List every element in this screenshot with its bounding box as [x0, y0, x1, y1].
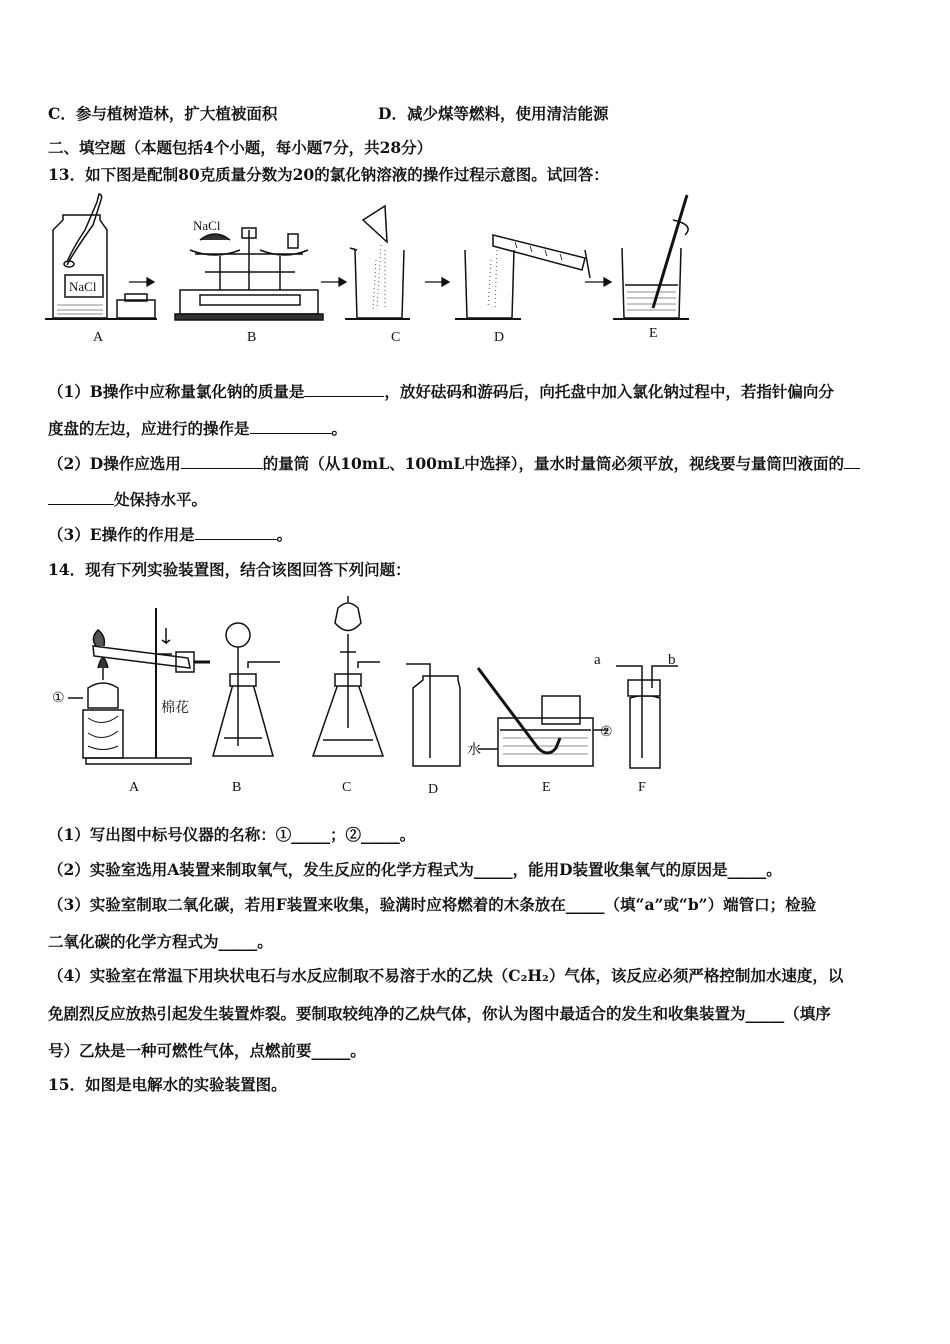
q14-label-c: C: [342, 780, 352, 795]
option-d: D．减少煤等燃料，使用清洁能源: [378, 104, 609, 123]
q14-apparatus-c: [313, 596, 383, 756]
q13-label-c: C: [391, 330, 401, 345]
q14-apparatus-b: [213, 623, 280, 756]
q14-p2: （2）实验室选用A装置来制取氧气，发生反应的化学方程式为_____，能用D装置收集氧气的原因是_____。: [48, 860, 782, 879]
q13-label-d: D: [494, 330, 505, 345]
q13-p1-b: ，放好砝码和游码后，向托盘中加入氯化钠过程中，若指针偏向分: [384, 382, 834, 401]
q13-balance-label: NaCl: [193, 218, 221, 233]
q14-p4-line2: 免剧烈反应放热引起发生装置炸裂。要制取较纯净的乙炔气体，你认为图中最适合的发生和收集装置为_____（填序: [48, 1004, 831, 1023]
q14-label-b: B: [232, 780, 242, 795]
q14-port-a: a: [594, 652, 601, 668]
q14-p1: （1）写出图中标号仪器的名称：①_____；②_____。: [48, 825, 416, 844]
q14-label-f: F: [638, 780, 646, 795]
q13-label-e: E: [649, 326, 658, 341]
section-title: 二、填空题（本题包括4个小题，每小题7分，共28分）: [48, 138, 433, 157]
q14-port-b: b: [668, 652, 676, 668]
q13-p2-b: 的量筒（从10mL、100mL中选择），量水时量筒必须平放，视线要与量筒凹液面的: [262, 454, 845, 473]
q13-p1-c: 度盘的左边，应进行的操作是: [48, 419, 250, 438]
q14-p4-line1: （4）实验室在常温下用块状电石与水反应制取不易溶于水的乙炔（C₂H₂）气体，该反应必须严格控制加水速度，以: [48, 966, 844, 985]
q14-p4-line3: 号）乙炔是一种可燃性气体，点燃前要_____。: [48, 1041, 366, 1060]
q13-label-a: A: [93, 330, 104, 345]
q13-beaker-c: [345, 206, 410, 319]
q13-beaker-e: [613, 195, 689, 319]
q14-p3-line2: 二氧化碳的化学方程式为_____。: [48, 932, 273, 951]
q13-beaker-d: [455, 235, 590, 319]
q14-figure: [48, 588, 698, 800]
q14-water-label: 水: [467, 743, 481, 758]
q14-label-d: D: [428, 782, 439, 797]
q13-reagent-bottle: [45, 194, 157, 319]
q14-marker-1: ①: [52, 691, 65, 706]
q14-cotton-label: 棉花: [161, 701, 189, 716]
option-c: C．参与植树造林，扩大植被面积: [48, 104, 278, 123]
q13-p1-a: （1）B操作中应称量氯化钠的质量是: [48, 382, 305, 401]
q13-p3-a: （3）E操作的作用是: [48, 525, 195, 544]
q13-p2-line1: [48, 452, 860, 474]
q13-blank-1[interactable]: [304, 382, 384, 397]
q13-p3: [48, 523, 292, 545]
q13-p2-a: （2）D操作应选用: [48, 454, 181, 473]
q14-apparatus-f: [616, 666, 678, 768]
q13-blank-3[interactable]: [181, 454, 263, 469]
q13-figure: [45, 190, 705, 350]
q13-blank-4a[interactable]: [844, 454, 860, 469]
q13-p3-b: 。: [276, 525, 293, 544]
q13-balance: [175, 228, 323, 320]
q13-p2-c: 处保持水平。: [114, 490, 208, 509]
q13-p1-d: 。: [331, 419, 348, 438]
q13-p1-line2: [48, 417, 347, 439]
q13-stem: 13．如下图是配制80克质量分数为20的氯化钠溶液的操作过程示意图。试回答：: [48, 165, 609, 184]
q14-stem: 14．现有下列实验装置图，结合该图回答下列问题：: [48, 560, 411, 579]
q14-label-e: E: [542, 780, 551, 795]
q15-stem: 15．如图是电解水的实验装置图。: [48, 1075, 287, 1094]
q13-blank-2[interactable]: [250, 419, 332, 434]
q14-apparatus-a: [83, 608, 210, 764]
q13-p2-line2: [48, 488, 207, 510]
q14-apparatus-e: [478, 668, 608, 766]
q13-blank-4b[interactable]: [48, 490, 114, 505]
q14-p3-line1: （3）实验室制取二氧化碳，若用F装置来收集，验满时应将燃着的木条放在_____（填“a”或“b”）端管口；检验: [48, 895, 817, 914]
q14-marker-2: ②: [600, 725, 613, 740]
q14-label-a: A: [129, 780, 140, 795]
q13-bottle-label: NaCl: [69, 279, 97, 294]
q13-blank-5[interactable]: [195, 525, 277, 540]
q13-p1-line1: [48, 380, 834, 402]
q14-apparatus-d: [406, 664, 460, 766]
q13-label-b: B: [247, 330, 257, 345]
